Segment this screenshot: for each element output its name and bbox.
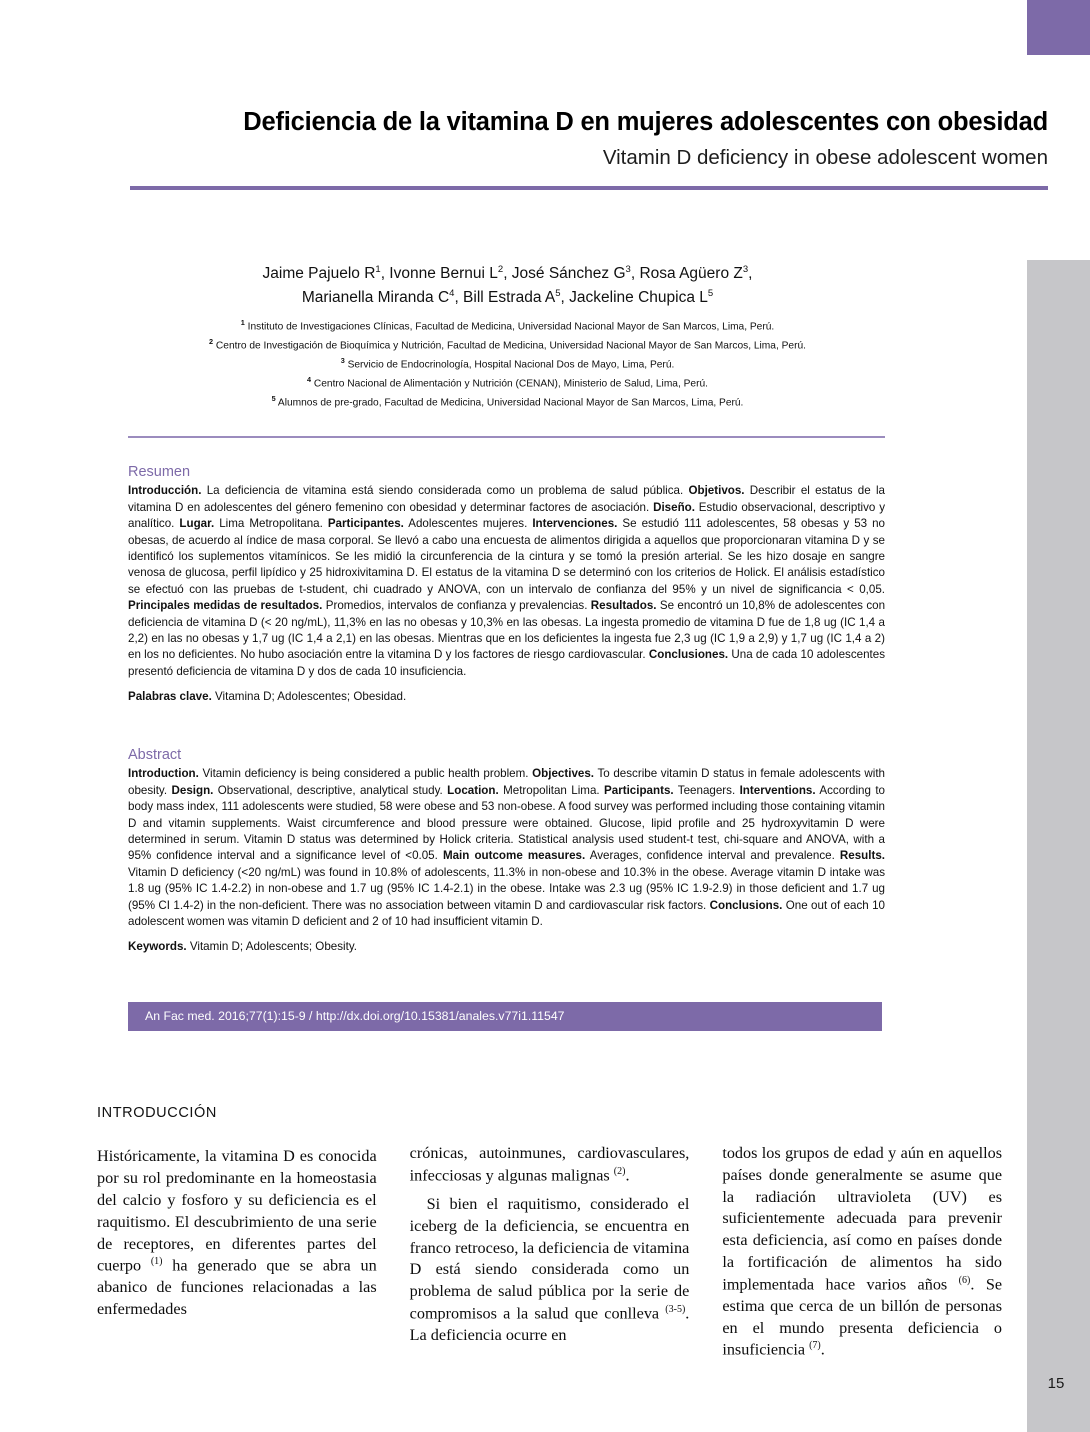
abstract-divider-rule xyxy=(128,436,885,438)
author-affiliation-marker: 3 xyxy=(742,263,749,275)
title-divider-rule xyxy=(130,186,1048,190)
corner-accent-block xyxy=(1027,0,1090,55)
affiliation-marker: 1 xyxy=(240,318,245,328)
resumen-heading: Resumen xyxy=(128,464,191,480)
resumen-section xyxy=(128,464,885,706)
body-paragraph: Si bien el raquitismo, considerado el iceberg de la deficiencia, se encuentra en franco retroceso, la deficiencia de vitamina D está siendo considerada como un problema de salud pública por la serie de compromisos a la salud que conlleva $^{(3-5)}$. La deficiencia ocurre en xyxy=(409,1194,690,1345)
affiliation-line: $^5$ Alumnos de pre-grado, Facultad de Medicina, Universidad Nacional Mayor de San Marcos, Lima, Perú. xyxy=(271,393,744,409)
affiliation-marker: 2 xyxy=(209,336,214,346)
affiliation-marker: 5 xyxy=(271,393,276,403)
author-affiliation-marker: 4 xyxy=(449,287,455,299)
title-area xyxy=(130,108,1048,171)
body-paragraph: Históricamente, la vitamina D es conocida por su rol predominante en la homeostasia del calcio y fosforo y su deficiencia es el raquitismo. El descubrimiento de una serie de receptores, en diferentes partes del cuerpo $^{(1)}$ ha generado que se abra un abanico de funciones relacionadas a las enfermedades xyxy=(97,1147,377,1319)
body-columns xyxy=(97,1105,1002,1369)
author-affiliation-marker: 1 xyxy=(375,263,381,275)
author-line-2: Marianella Miranda $C^4$, Bill Estrada $A^5$, Jackeline Chupica $L^5$ xyxy=(301,287,714,307)
author-affiliation-marker: 3 xyxy=(625,263,631,275)
page-title-english: Vitamin D deficiency in obese adolescent women xyxy=(602,146,1048,170)
abstract-keywords: Keywords. Vitamin D; Adolescents; Obesity. xyxy=(128,940,357,954)
affiliation-list xyxy=(130,317,885,412)
author-affiliation-marker: 2 xyxy=(497,263,504,275)
column-top-spacer xyxy=(410,1105,690,1143)
abstract-body: Introduction. Vitamin deficiency is being considered a public health problem. Objectives. To describe vitamin D status in female adolescents with obesity. Design. Observational, descriptive, analytical study. Location. Metropolitan Lima. Participants. Teenagers. Interventions. According to body mass index, 111 adolescents were studied, 58 were obese and 53 non-obese. A food survey was performed including those containing vitamin D and vitamin supplements. Waist circumference and blood pressure were obtained. Glucose, lipid profile and 25 hydroxyvitamin D were determined in serum. Vitamin D status was determined by Holick criteria. Statistical analysis used student-t test, chi-square and ANOVA, with a 95% confidence interval and a significance level of <0.05. Main outcome measures. Averages, confidence interval and prevalence. Results. Vitamin D deficiency (<20 ng/mL) was found in 10.8% of adolescents, 11.3% in non-obese and 10.3% in the obese. Average vitamin D intake was 1.8 ug (95% IC 1.4-2.2) in non-obese and 1.7 ug (95% IC 1.4-2.1) in the obese. Intake was 2.3 ug (95% IC 1.9-2.9) in those deficient and 1.7 ug (95% CI 1.4-2) in the non-deficient. There was no association between vitamin D and cardiovascular risk factors. Conclusions. One out of each 10 adolescent women was vitamin D deficient and 2 of 10 had insufficient vitamin D. xyxy=(128,767,885,928)
section-title-introduccion: INTRODUCCIÓN xyxy=(97,1105,217,1121)
affiliation-line: $^4$ Centro Nacional de Alimentación y Nutrición (CENAN), Ministerio de Salud, Lima, Perú. xyxy=(307,374,708,390)
resumen-body: Introducción. La deficiencia de vitamina está siendo considerada como un problema de salud pública. Objetivos. Describir el estatus de la vitamina D en adolescentes del género femenino con obesidad y determinar factores de asociación. Diseño. Estudio observacional, descriptivo y analítico. Lugar. Lima Metropolitana. Participantes. Adolescentes mujeres. Intervenciones. Se estudió 111 adolescentes, 58 obesas y 53 no obesas, de acuerdo al índice de masa corporal. Se llevó a cabo una encuesta de alimentos dirigida a aquellos que proporcionaran vitamina D y se identificó los suplementos vitamínicos. Se les midió la circunferencia de la cintura y se tomó la presión arterial. Se les hizo dosaje en sangre venosa de glucosa, perfil lipídico y 25 hidroxivitamina D. El estatus de la vitamina D se determinó con los criterios de Holick. El análisis estadístico se efectuó con las pruebas de t-student, chi cuadrado y ANOVA, con un intervalo de confianza del 95% y un nivel de significancia < 0,05. Principales medidas de resultados. Promedios, intervalos de confianza y prevalencias. Resultados. Se encontró un 10,8% de adolescentes con deficiencia de vitamina D (< 20 ng/mL), 11,3% en las no obesas y 10,3% en las obesas. La ingesta promedio de vitamina D fue de 1,8 ug (IC 1,4 a 2,2) en las no obesas y 1,7 ug (IC 1,4 a 2,1) en las obesas. Mientras que en los deficientes la ingesta fue 2,3 ug (IC 1,9 a 2,9) y 1,7 ug (IC 1,4 a 2) en los no deficientes. No hubo asociación entre la vitamina D y los factores de riesgo cardiovascular. Conclusiones. Una de cada 10 adolescentes presentó deficiencia de vitamina D y dos de cada 10 insuficiencia. xyxy=(128,484,886,678)
affiliation-line: $^1$ Instituto de Investigaciones Clínicas, Facultad de Medicina, Universidad Nacional Mayor de San Marcos, Lima, Perú. xyxy=(240,318,775,333)
abstract-section xyxy=(128,747,885,956)
side-gray-bar xyxy=(1027,260,1090,1432)
body-paragraph: todos los grupos de edad y aún en aquellos países donde generalmente se asume que la radiación ultravioleta (UV) es suficientemente adecuada para prevenir esta deficiencia, así como en países donde la fortificación de alimentos ha sido implementada hace varios años $^{(6)}$. Se estima que cerca de un billón de personas en el mundo presenta deficiencia o insuficiencia $^{(7)}$. xyxy=(722,1144,1003,1359)
body-column-2 xyxy=(410,1105,690,1369)
author-affiliation-marker: 5 xyxy=(555,287,561,299)
body-paragraph: crónicas, autoinmunes, cardiovasculares, infecciosas y algunas malignas $^{(2)}$. xyxy=(409,1144,690,1185)
body-column-3 xyxy=(722,1105,1002,1369)
abstract-heading: Abstract xyxy=(128,747,182,763)
page-number: 15 xyxy=(1047,1375,1065,1392)
author-line-1: Jaime Pajuelo $R^1$, Ivonne Bernui $L^2$, José Sánchez $G^3$, Rosa Agüero $Z^3$, xyxy=(262,263,753,282)
affiliation-marker: 4 xyxy=(307,374,312,384)
resumen-keywords: Palabras clave. Vitamina D; Adolescentes; Obesidad. xyxy=(128,690,407,704)
column-top-spacer xyxy=(722,1105,1002,1143)
page-title-spanish: Deficiencia de la vitamina D en mujeres adolescentes con obesidad xyxy=(243,108,1048,136)
affiliation-line: $^2$ Centro de Investigación de Bioquímica y Nutrición, Facultad de Medicina, Universidad Nacional Mayor de San Marcos, Lima, Perú. xyxy=(209,336,806,352)
affiliation-marker: 3 xyxy=(340,355,345,365)
author-affiliation-marker: 5 xyxy=(707,287,714,299)
author-block xyxy=(130,262,885,412)
body-column-1 xyxy=(97,1105,377,1369)
affiliation-line: $^3$ Servicio de Endocrinología, Hospital Nacional Dos de Mayo, Lima, Perú. xyxy=(340,355,675,371)
citation-bar[interactable]: An Fac med. 2016;77(1):15-9 / http://dx.doi.org/10.15381/anales.v77i1.11547 xyxy=(128,1002,882,1031)
